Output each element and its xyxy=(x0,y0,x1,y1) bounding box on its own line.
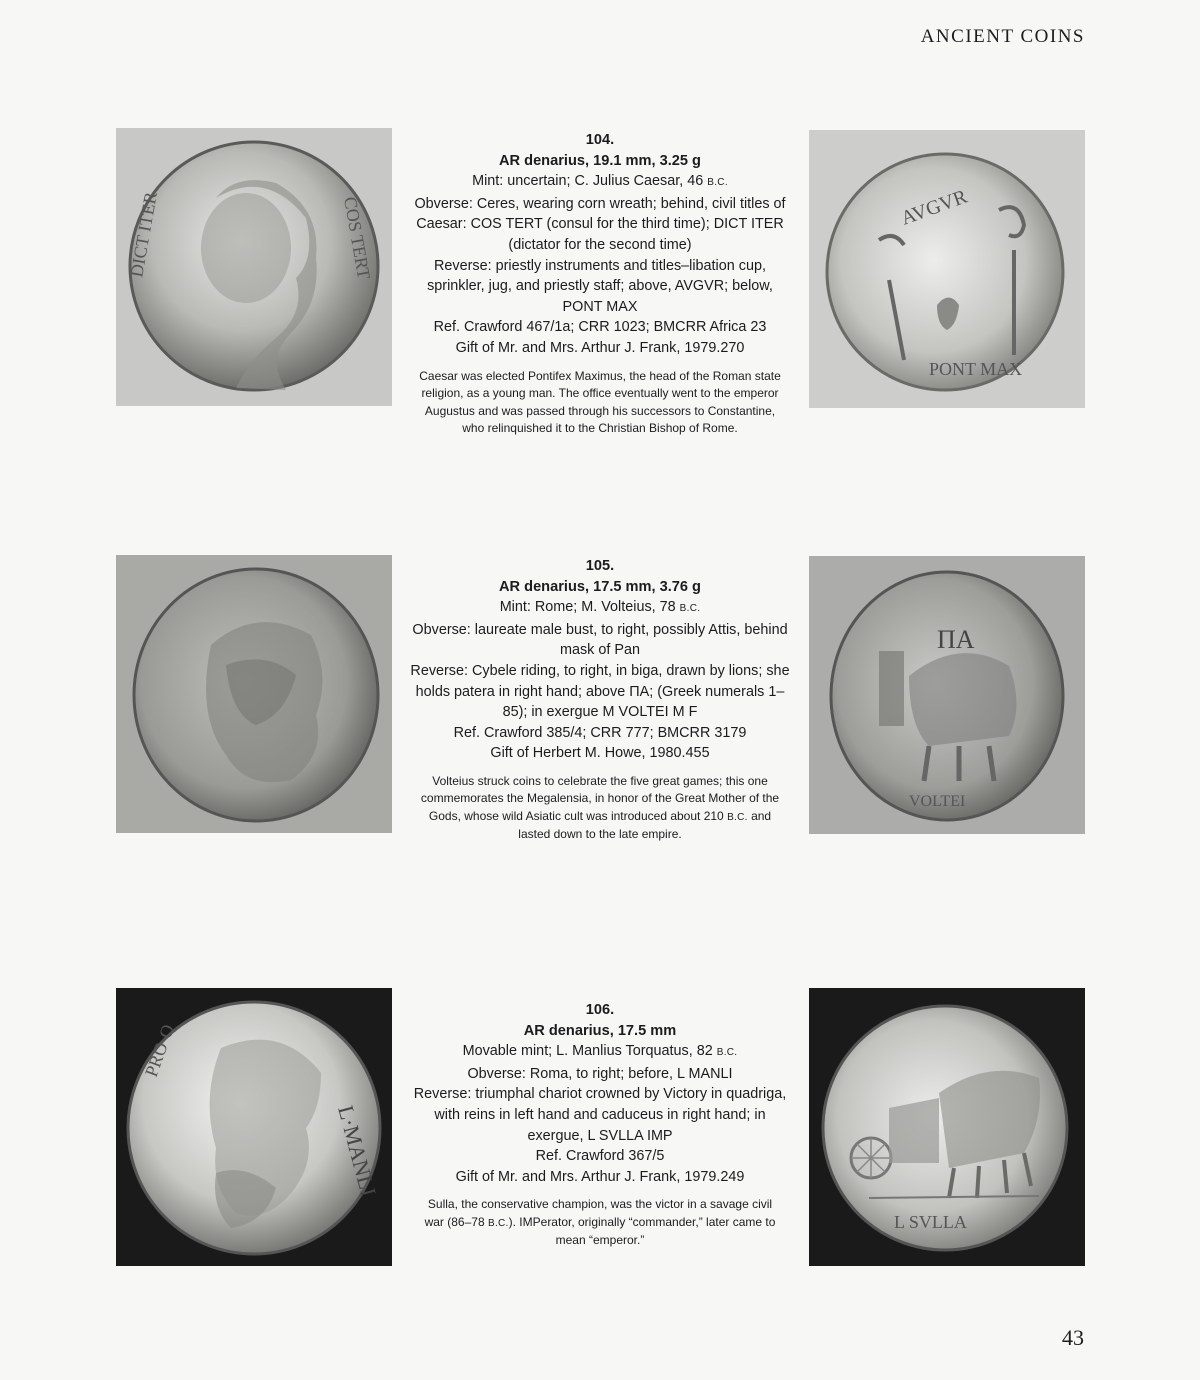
coin-104-reverse-photo xyxy=(809,130,1085,408)
entry-105-reference: Ref. Crawford 385/4; CRR 777; BMCRR 3179 xyxy=(453,724,747,741)
page-number: 43 xyxy=(1062,1325,1084,1350)
entry-104-reference: Ref. Crawford 467/1a; CRR 1023; BMCRR Africa 23 xyxy=(433,319,767,336)
coin-105-reverse-legend-bottom: VOLTEI xyxy=(909,793,966,810)
coin-106-reverse-photo xyxy=(809,988,1085,1266)
entry-105-note-text: Volteius struck coins to celebrate the five great games; this one commemorates the Megalensia, in honor of the Great Mother of the Gods, whose wild Asiatic cult was introduced about 210 xyxy=(420,773,780,823)
coin-106-obverse-photo xyxy=(116,988,392,1266)
entry-105-mint: Mint: Rome; M. Volteius, 78 xyxy=(499,599,676,616)
entry-106-gift: Gift of Mr. and Mrs. Arthur J. Frank, 1979.249 xyxy=(455,1168,745,1185)
entry-106-description xyxy=(410,1000,790,1250)
entry-106-number: 106. xyxy=(585,1002,615,1018)
coin-105-obverse-photo xyxy=(116,555,392,833)
entry-105-reverse: Reverse: Cybele riding, to right, in biga, drawn by lions; she holds patera in right hand; above ΠΑ; (Greek numerals 1–85); in exergue M VOLTEI M F xyxy=(410,662,790,721)
entry-106-mint: Movable mint; L. Manlius Torquatus, 82 xyxy=(462,1043,713,1060)
entry-106-mint-line xyxy=(410,1041,790,1064)
entry-105-obverse: Obverse: laureate male bust, to right, possibly Attis, behind mask of Pan xyxy=(412,621,788,659)
entry-105-note xyxy=(410,773,790,844)
entry-105-title: AR denarius, 17.5 mm, 3.76 g xyxy=(499,578,701,595)
coin-104-reverse-legend-bottom: PONT MAX xyxy=(929,359,1023,379)
entry-104-obverse: Obverse: Ceres, wearing corn wreath; behind, civil titles of Caesar: COS TERT (consul for the third time); DICT ITER (dictator for the second time) xyxy=(414,195,786,253)
coin-104-obverse-legend-left: DICT ITER xyxy=(126,190,161,279)
entry-104-reverse: Reverse: priestly instruments and titles–libation cup, sprinkler, jug, and priestly staff; above, AVGVR; below, PONT MAX xyxy=(427,257,773,315)
entry-104-mint-line xyxy=(410,171,790,194)
entry-105-mint-line xyxy=(410,597,790,620)
entry-104-gift: Gift of Mr. and Mrs. Arthur J. Frank, 1979.270 xyxy=(455,339,745,356)
entry-104-note: Caesar was elected Pontifex Maximus, the head of the Roman state religion, as a young man. The office eventually went to the emperor Augustus and was passed through his successors to Constantine, who relinquished it to the Christian Bishop of Rome. xyxy=(419,368,781,436)
coin-104-obverse-photo xyxy=(116,128,392,406)
entry-105-gift: Gift of Herbert M. Howe, 1980.455 xyxy=(490,745,710,762)
entry-105-note-text-end: and lasted down to the late empire. xyxy=(518,808,772,842)
entry-105-number: 105. xyxy=(585,558,615,574)
entry-106-reference: Ref. Crawford 367/5 xyxy=(535,1148,665,1165)
entry-106-mint-era: B.C. xyxy=(716,1047,738,1059)
entry-106-note-text-end: ). IMPerator, originally “commander,” later came to mean “emperor.” xyxy=(508,1214,776,1248)
entry-106-reverse: Reverse: triumphal chariot crowned by Victory in quadriga, with reins in left hand and caduceus in right hand; in exergue, L SVLLA IMP xyxy=(413,1086,787,1144)
coin-105-reverse-photo xyxy=(809,556,1085,834)
running-head: ANCIENT COINS xyxy=(920,26,1085,47)
entry-106-note-era: B.C. xyxy=(487,1217,509,1229)
coin-106-reverse-legend-bottom: L SVLLA xyxy=(894,1212,967,1232)
coin-105-reverse-legend-top: ΠΑ xyxy=(937,625,975,654)
coin-104-obverse-legend-right: COS TERT xyxy=(340,195,375,281)
coin-104-reverse-legend-top: AVGVR xyxy=(898,185,971,230)
entry-106-title: AR denarius, 17.5 mm xyxy=(523,1022,677,1039)
coin-106-obverse-legend-left: PRO·Q xyxy=(140,1021,179,1080)
entry-105-mint-era: B.C. xyxy=(679,603,701,615)
entry-105-note-era: B.C. xyxy=(727,811,748,823)
entry-104-number: 104. xyxy=(585,132,615,148)
entry-106-note xyxy=(410,1196,790,1250)
coin-106-obverse-legend-right: L·MANLI xyxy=(333,1102,382,1200)
entry-104-title: AR denarius, 19.1 mm, 3.25 g xyxy=(499,152,701,169)
entry-104-description xyxy=(410,130,790,438)
entry-106-obverse: Obverse: Roma, to right; before, L MANLI xyxy=(467,1065,733,1082)
entry-104-mint-era: B.C. xyxy=(707,177,728,189)
entry-106-note-text: Sulla, the conservative champion, was the victor in a savage civil war (86–78 xyxy=(424,1197,773,1229)
entry-105-description xyxy=(410,556,790,844)
entry-104-mint: Mint: uncertain; C. Julius Caesar, 46 xyxy=(472,173,704,190)
